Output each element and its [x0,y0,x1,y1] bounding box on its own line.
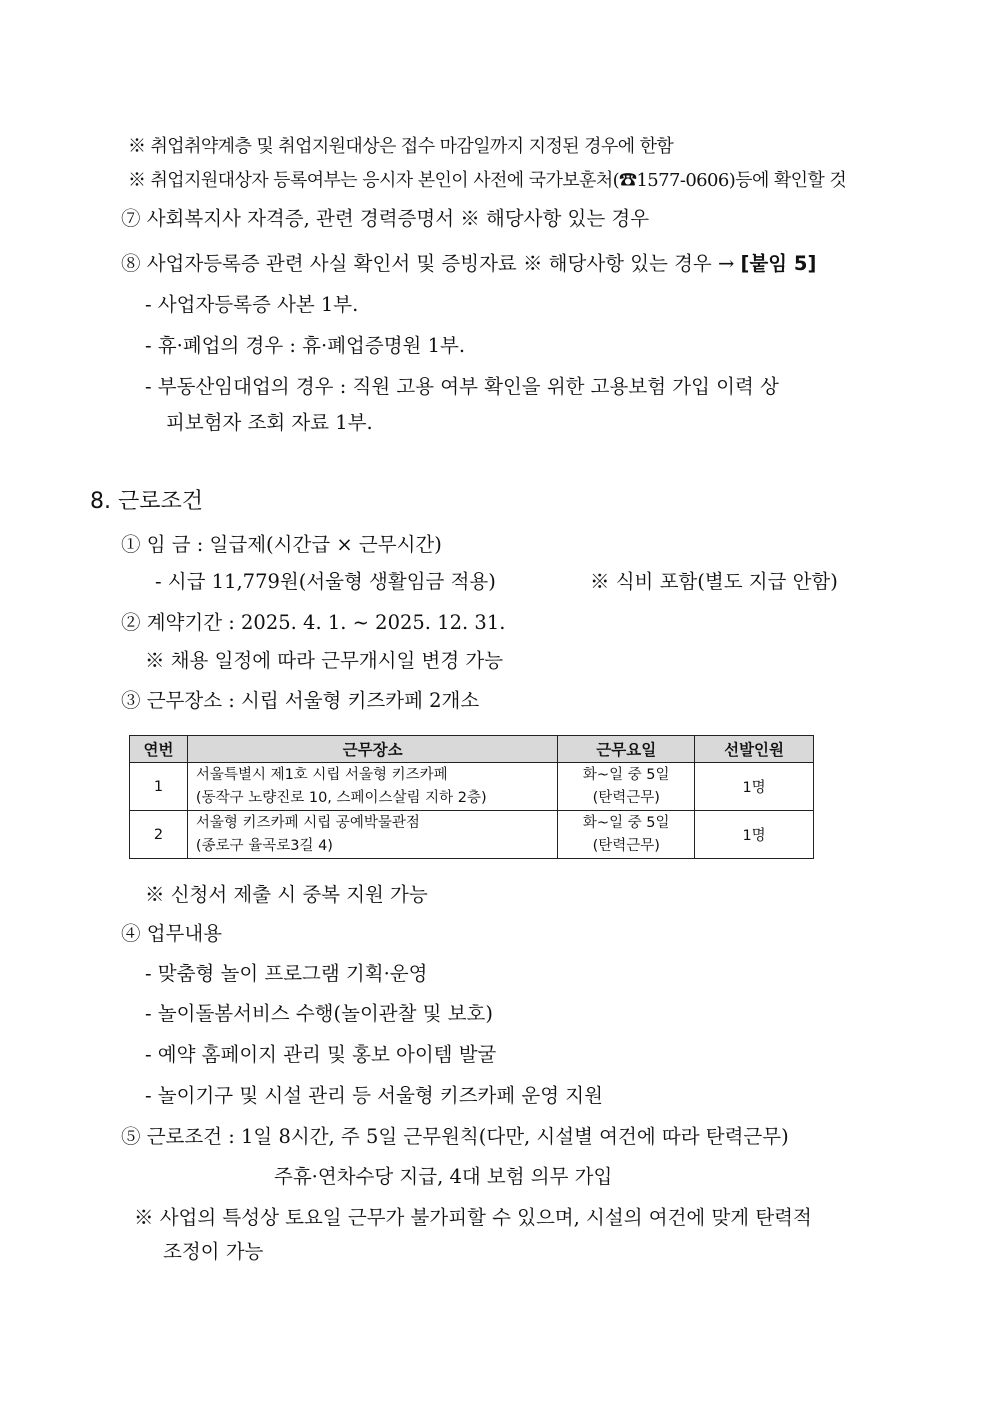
place-name: 서울형 키즈카페 시립 공예박물관점 [195,814,420,831]
item-8-bullet-3: - 부동산임대업의 경우 : 직원 고용 여부 확인을 위한 고용보험 가입 이력 상 [145,375,779,398]
header-no: 연번 [130,736,188,763]
duty-item: - 놀이기구 및 시설 관리 등 서울형 키즈카페 운영 지원 [145,1084,603,1107]
wage-label: ① 임 금 : 일급제(시간급 × 근무시간) [121,533,442,556]
item-8 [121,252,816,276]
place-address: (종로구 율곡로3길 4) [195,837,333,854]
item-8-attachment-ref: [붙임 5] [740,252,817,275]
item-7: ⑦ 사회복지사 자격증, 관련 경력증명서 ※ 해당사항 있는 경우 [121,207,650,230]
duties-label: ④ 업무내용 [121,922,223,945]
workplace-label: ③ 근무장소 : 시립 서울형 키즈카페 2개소 [121,689,480,712]
note-registration: ※ 취업지원대상자 등록여부는 응시자 본인이 사전에 국가보훈처(☎1577-0606)등에 확인할 것 [128,170,847,191]
row-count: 1명 [695,811,814,859]
row-no: 2 [130,811,188,859]
table-header-row [130,736,814,763]
item-8-bullet-1: - 사업자등록증 사본 1부. [145,293,359,316]
days-range: 화~일 중 5일 [582,766,670,783]
wage-detail: - 시급 11,779원(서울형 생활임금 적용) [155,570,496,593]
duty-item: - 놀이돌봄서비스 수행(놀이관찰 및 보호) [145,1002,493,1025]
row-count: 1명 [695,763,814,811]
row-days [558,811,695,859]
row-days [558,763,695,811]
conditions-label: ⑤ 근로조건 : 1일 8시간, 주 5일 근무원칙(다만, 시설별 여건에 따라 탄력근무) [121,1125,789,1148]
header-place: 근무장소 [187,736,557,763]
contract-note: ※ 채용 일정에 따라 근무개시일 변경 가능 [145,649,504,672]
conditions-note-cont: 조정이 가능 [163,1240,264,1263]
contract-label: ② 계약기간 : 2025. 4. 1. ~ 2025. 12. 31. [121,611,506,634]
place-address: (동작구 노량진로 10, 스페이스살림 지하 2층) [195,789,487,806]
item-8-bullet-3-cont: 피보험자 조회 자료 1부. [166,411,373,434]
duty-item: - 예약 홈페이지 관리 및 홍보 아이템 발굴 [145,1043,497,1066]
conditions-line2: 주휴·연차수당 지급, 4대 보험 의무 가입 [274,1165,613,1188]
row-no: 1 [130,763,188,811]
section-title: 8. 근로조건 [90,489,203,514]
workplace-table [129,735,814,859]
duty-item: - 맞춤형 놀이 프로그램 기획·운영 [145,962,428,985]
conditions-note: ※ 사업의 특성상 토요일 근무가 불가피할 수 있으며, 시설의 여건에 맞게 탄력적 [134,1206,812,1229]
note-eligibility: ※ 취업취약계층 및 취업지원대상은 접수 마감일까지 지정된 경우에 한함 [128,136,674,157]
header-count: 선발인원 [695,736,814,763]
item-8-bullet-2: - 휴·폐업의 경우 : 휴·폐업증명원 1부. [145,334,466,357]
days-note: (탄력근무) [592,837,660,854]
item-8-text: ⑧ 사업자등록증 관련 사실 확인서 및 증빙자료 ※ 해당사항 있는 경우 → [121,252,735,275]
days-note: (탄력근무) [592,789,660,806]
row-place [187,811,557,859]
workplace-note: ※ 신청서 제출 시 중복 지원 가능 [145,883,428,906]
row-place [187,763,557,811]
wage-note: ※ 식비 포함(별도 지급 안함) [590,570,838,593]
place-name: 서울특별시 제1호 시립 서울형 키즈카페 [195,766,448,783]
header-days: 근무요일 [558,736,695,763]
days-range: 화~일 중 5일 [582,814,670,831]
table-row [130,811,814,859]
table-row [130,763,814,811]
